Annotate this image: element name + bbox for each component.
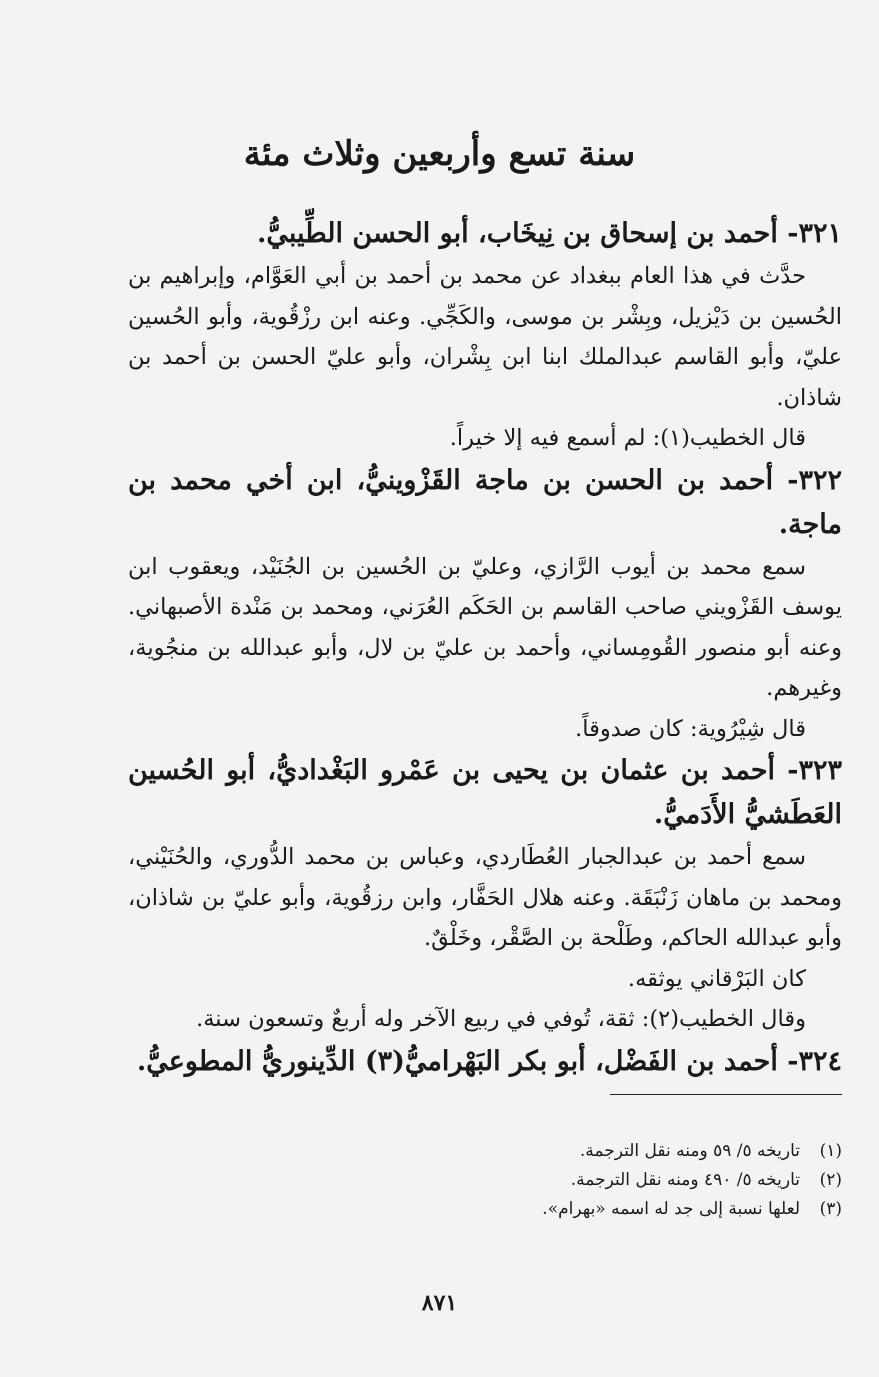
entry-quote: قال شِيْرُوية: كان صدوقاً. bbox=[575, 715, 806, 742]
footnote-number: (٣) bbox=[819, 1199, 842, 1219]
footnotes bbox=[242, 1137, 842, 1224]
footnote-number: (١) bbox=[819, 1141, 842, 1161]
footnote bbox=[242, 1137, 842, 1166]
entry-322 bbox=[128, 459, 842, 750]
entry-quote: كان البَرْقاني يوثقه. bbox=[627, 965, 806, 992]
entry-quote: وقال الخطيب(٢): ثقة، تُوفي في ربيع الآخر وله أربعٌ وتسعون سنة. bbox=[196, 1006, 806, 1032]
entry-heading: ٣٢٢- أحمد بن الحسن بن ماجة القَزْوينيُّ، ابن أخي محمد بن ماجة. bbox=[128, 464, 842, 540]
entry-quote: قال الخطيب(١): لم أسمع فيه إلا خيراً. bbox=[449, 425, 806, 451]
entries-body bbox=[128, 212, 842, 1084]
entry-323 bbox=[128, 749, 842, 1040]
page-number: ٨٧١ bbox=[421, 1290, 458, 1316]
entry-321 bbox=[128, 212, 842, 459]
footnote-text: تاريخه ٥/ ٥٩ ومنه نقل الترجمة. bbox=[579, 1141, 800, 1161]
entry-324 bbox=[128, 1040, 842, 1084]
entry-heading: ٣٢٣- أحمد بن عثمان بن يحيى بن عَمْرو البَغْداديُّ، أبو الحُسين العَطَشيُّ الأَدَميُّ. bbox=[128, 755, 842, 830]
entry-heading: ٣٢١- أحمد بن إسحاق بن نِيخَاب، أبو الحسن الطِّيبيُّ. bbox=[256, 218, 842, 249]
footnote-number: (٢) bbox=[819, 1170, 842, 1190]
footnote bbox=[242, 1166, 842, 1195]
entry-heading: ٣٢٤- أحمد بن الفَضْل، أبو بكر البَهْراميُّ(٣) الدِّينوريُّ المطوعيُّ. bbox=[136, 1045, 842, 1077]
footnote-text: تاريخه ٥/ ٤٩٠ ومنه نقل الترجمة. bbox=[570, 1170, 800, 1190]
footnote-text: لعلها نسبة إلى جد له اسمه «بهرام». bbox=[542, 1199, 800, 1219]
entry-paragraph: سمع محمد بن أيوب الرَّازي، وعليّ بن الحُسين بن الجُنَيْد، ويعقوب ابن يوسف القَزْويني صاحب القاسم بن الحَكَم العُرَني، ومحمد بن مَنْدة الأصبهاني. وعنه أبو منصور القُومِساني، وأحمد بن عليّ بن لال، وأبو عبدالله بن منجُوية، وغيرهم. bbox=[128, 553, 842, 701]
entry-paragraph: سمع أحمد بن عبدالجبار العُطَاردي، وعباس بن محمد الدُّوري، والحُنَيْني، ومحمد بن ماهان زَنْبَقَة. وعنه هلال الحَفَّار، وابن رزقُوية، وأبو عليّ بن شاذان، وأبو عبدالله الحاكم، وطَلْحة بن الصَّقْر، وخَلْقٌ. bbox=[128, 844, 842, 951]
section-title: سنة تسع وأربعين وثلاث مئة bbox=[243, 134, 636, 174]
footnote-divider bbox=[610, 1094, 842, 1095]
entry-paragraph: حدَّث في هذا العام ببغداد عن محمد بن أحمد بن أبي العَوَّام، وإبراهيم بن الحُسين بن دَيْزيل، وبِشْر بن موسى، والكَجِّي. وعنه ابن رزْقُوية، وأبو الحُسين عليّ، وأبو القاسم عبدالملك ابنا ابن بِشْران، وأبو عليّ الحسن بن أحمد بن شاذان. bbox=[128, 263, 842, 411]
footnote bbox=[242, 1195, 842, 1224]
